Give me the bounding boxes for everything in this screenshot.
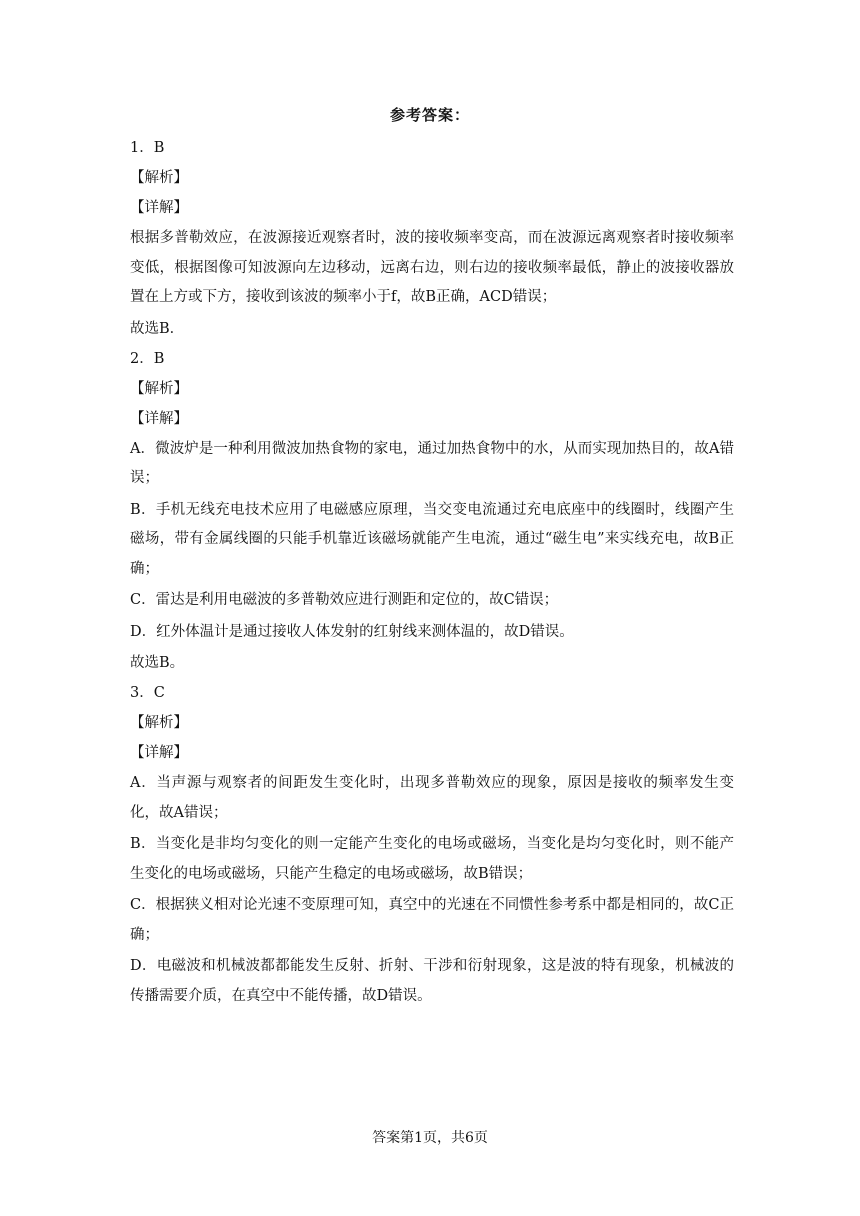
detail-label: 【详解】 [130,745,188,761]
page-footer: 答案第1页，共6页 [372,1130,488,1146]
answer-number: 2．B [130,350,165,367]
answer-number: 3．C [130,685,165,701]
explanation-paragraph-a: A．当声源与观察者的间距发生变化时，出现多普勒效应的现象，原因是接收的频率发生变化，故A错误； [130,775,734,821]
conclusion: 故选B． [130,320,185,337]
explanation-paragraph-a: A．微波炉是一种利用微波加热食物的家电，通过加热食物中的水，从而实现加热目的，故A错误； [130,440,734,486]
explanation-paragraph: 根据多普勒效应，在波源接近观察者时，波的接收频率变高，而在波源远离观察者时接收频率变低，根据图像可知波源向左边移动，远离右边，则右边的接收频率最低，静止的波接收器放置在上方或下方，接收到该波的频率小于f，故B正确，ACD错误； [130,230,734,305]
answer-block-3 [130,678,734,1012]
conclusion: 故选B。 [130,655,185,671]
explanation-paragraph-d: D．电磁波和机械波都都能发生反射、折射、干涉和衍射现象，这是波的特有现象，机械波的传播需要介质，在真空中不能传播，故D错误。 [130,958,734,1004]
detail-label: 【详解】 [130,200,188,216]
page-title: 参考答案： [389,106,470,124]
explanation-paragraph-d: D．红外体温计是通过接收人体发射的红射线来测体温的，故D错误。 [130,623,574,640]
analysis-label: 【解析】 [130,715,188,731]
explanation-paragraph-b: B．当变化是非均匀变化的则一定能产生变化的电场或磁场，当变化是均匀变化时，则不能产生变化的电场或磁场，只能产生稳定的电场或磁场，故B错误； [130,836,734,882]
answer-number: 1．B [130,140,165,156]
analysis-label: 【解析】 [130,380,188,397]
explanation-paragraph-c: C．雷达是利用电磁波的多普勒效应进行测距和定位的，故C错误； [130,592,559,608]
answer-content [130,133,734,1012]
answer-block-2 [130,344,734,679]
explanation-paragraph-c: C．根据狭义相对论光速不变原理可知，真空中的光速在不同惯性参考系中都是相同的，故C正确； [130,897,734,943]
answer-block-1 [130,133,734,344]
explanation-paragraph-b: B．手机无线充电技术应用了电磁感应原理，当交变电流通过充电底座中的线圈时，线圈产生磁场，带有金属线圈的只能手机靠近该磁场就能产生电流，通过“磁生电”来实线充电，故B正确； [130,501,734,577]
analysis-label: 【解析】 [130,170,188,186]
detail-label: 【详解】 [130,410,188,427]
